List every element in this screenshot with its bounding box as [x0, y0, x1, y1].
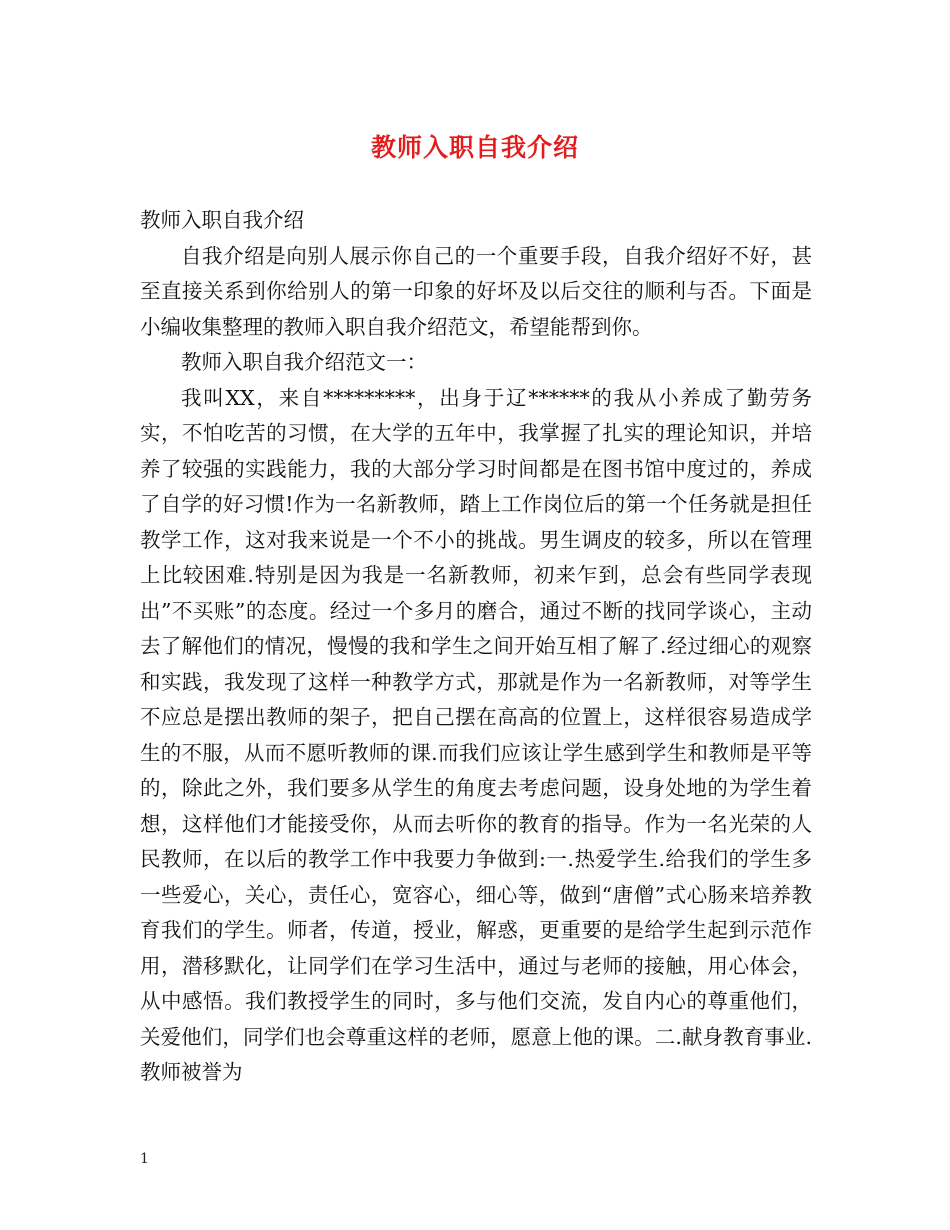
document-title: 教师入职自我介绍	[370, 133, 579, 162]
intro-paragraph: 自我介绍是向别人展示你自己的一个重要手段，自我介绍好不好，甚至直接关系到你给别人的第一印象的好坏及以后交往的顺利与否。下面是小编收集整理的教师入职自我介绍范文，希望能帮到你。	[140, 243, 812, 339]
sample-heading: 教师入职自我介绍范文一：	[181, 350, 427, 374]
section-heading: 教师入职自我介绍	[140, 208, 304, 232]
page-number: 1	[140, 1151, 149, 1167]
body-paragraph: 我叫XX，来自*********，出身于辽******的我从小养成了勤劳务实，不怕吃苦的习惯，在大学的五年中，我掌握了扎实的理论知识，并培养了较强的实践能力，我的大部分学习时间都是在图书馆中度过的，养成了自学的好习惯!作为一名新教师，踏上工作岗位后的第一个任务就是担任教学工作，这对我来说是一个不小的挑战。男生调皮的较多，所以在管理上比较困难.特别是因为我是一名新教师，初来乍到，总会有些同学表现出”不买账”的态度。经过一个多月的磨合，通过不断的找同学谈心，主动去了解他们的情况，慢慢的我和学生之间开始互相了解了.经过细心的观察和实践，我发现了这样一种教学方式，那就是作为一名新教师，对等学生不应总是摆出教师的架子，把自己摆在高高的位置上，这样很容易造成学生的不服，从而不愿听教师的课.而我们应该让学生感到学生和教师是平等的，除此之外，我们要多从学生的角度去考虑问题，设身处地的为学生着想，这样他们才能接受你，从而去听你的教育的指导。作为一名光荣的人民教师，在以后的教学工作中我要力争做到:一.热爱学生.给我们的学生多一些爱心，关心，责任心，宽容心，细心等，做到“唐僧”式心肠来培养教育我们的学生。师者，传道，授业，解惑，更重要的是给学生起到示范作用，潜移默化，让同学们在学习生活中，通过与老师的接触，用心体会，从中感悟。我们教授学生的同时，多与他们交流，发自内心的尊重他们，关爱他们，同学们也会尊重这样的老师，愿意上他的课。二.献身教育事业.教师被誉为	[140, 385, 812, 1084]
document-body	[140, 203, 812, 1091]
